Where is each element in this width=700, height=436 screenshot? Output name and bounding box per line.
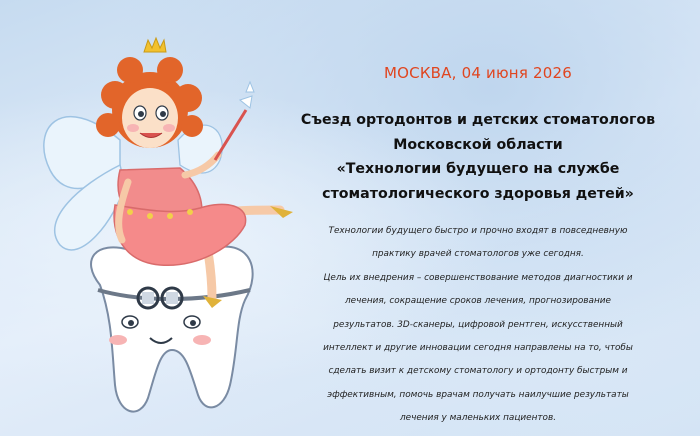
event-title-line: «Технологии будущего на службе (336, 161, 620, 177)
fairy-head (96, 38, 203, 148)
description-line: Цель их внедрения – совершенствование методов диагностики и (323, 272, 633, 283)
description-line: лечения у маленьких пациентов. (399, 413, 557, 424)
description-line: эффективным, помочь врачам получать наилучшие результаты (327, 389, 629, 400)
event-info (268, 0, 688, 436)
event-title-line: Московской области (393, 136, 563, 153)
description-line: результатов. 3D-сканеры, цифровой рентген, искусственный (333, 319, 623, 330)
description-line: практику врачей стоматологов уже сегодня. (372, 249, 584, 260)
description-line: лечения, сокращение сроков лечения, прогнозирование (345, 296, 611, 307)
event-description (280, 220, 676, 431)
description-line: Технологии будущего быстро и прочно входят в повседневную (328, 226, 628, 236)
event-date-location: МОСКВА, 04 июня 2026 (384, 64, 572, 82)
description-line: интеллект и другие инновации сегодня направлены на то, чтобы (323, 343, 633, 354)
event-title-line: Съезд ортодонтов и детских стоматологов (300, 112, 656, 128)
magic-wand-icon (215, 82, 254, 160)
event-title (268, 108, 688, 206)
event-title-line: стоматологического здоровья детей» (322, 185, 634, 202)
tooth-character (91, 247, 253, 412)
description-line: сделать визит к детскому стоматологу и ортодонту быстрым и (328, 366, 628, 377)
